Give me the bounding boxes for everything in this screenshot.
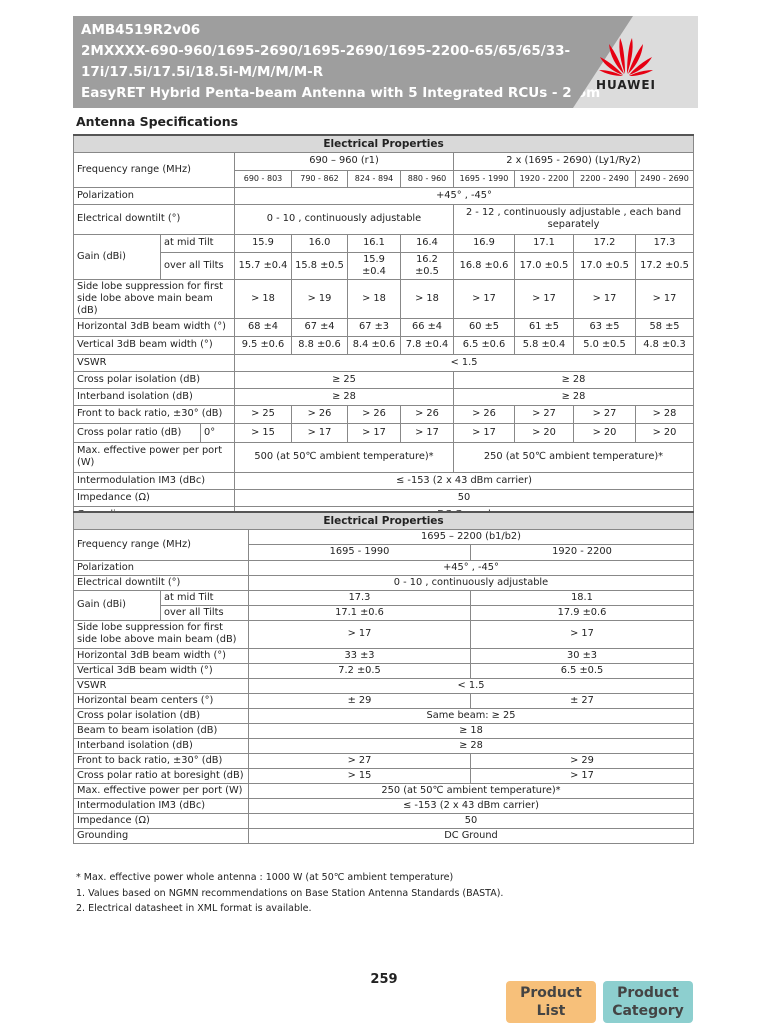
table-cell: 17.1 ±0.6 bbox=[249, 605, 471, 620]
table-cell: > 28 bbox=[636, 405, 694, 423]
header-title-banner bbox=[73, 16, 601, 108]
table-cell: 5.0 ±0.5 bbox=[574, 336, 636, 354]
table-cell: 9.5 ±0.6 bbox=[235, 336, 292, 354]
model-name-line-2: 17i/17.5i/17.5i/18.5i-M/M/M/M-R bbox=[81, 64, 324, 80]
band-group-header: 1695 – 2200 (b1/b2) bbox=[249, 529, 694, 544]
table-cell: > 26 bbox=[292, 405, 348, 423]
table-cell: > 25 bbox=[235, 405, 292, 423]
footnote-power: * Max. effective power whole antenna : 1000 W (at 50℃ ambient temperature) bbox=[76, 872, 454, 883]
row-label: Impedance (Ω) bbox=[74, 813, 249, 828]
table-cell: 6.5 ±0.5 bbox=[471, 663, 694, 678]
table-cell: > 15 bbox=[249, 768, 471, 783]
table-cell: 8.8 ±0.6 bbox=[292, 336, 348, 354]
table-title: Electrical Properties bbox=[74, 512, 694, 529]
table-cell: 63 ±5 bbox=[574, 318, 636, 336]
row-label: Polarization bbox=[74, 560, 249, 575]
table-cell: 67 ±4 bbox=[292, 318, 348, 336]
subband-header: 1695 - 1990 bbox=[249, 544, 471, 560]
table-cell: > 17 bbox=[401, 423, 454, 442]
row-label: Horizontal 3dB beam width (°) bbox=[74, 318, 235, 336]
table-cell: > 27 bbox=[574, 405, 636, 423]
table-cell: > 27 bbox=[515, 405, 574, 423]
table-cell: 17.1 bbox=[515, 234, 574, 252]
row-label: VSWR bbox=[74, 354, 235, 371]
table-cell: > 15 bbox=[235, 423, 292, 442]
table-cell: ≥ 28 bbox=[454, 371, 694, 388]
row-sublabel: over all Tilts bbox=[161, 605, 249, 620]
table-cell: +45° , -45° bbox=[235, 187, 694, 204]
table-cell: ± 29 bbox=[249, 693, 471, 708]
product-list-label-line-1: Product bbox=[520, 985, 582, 1001]
table-cell: 17.3 bbox=[636, 234, 694, 252]
table-cell: 16.9 bbox=[454, 234, 515, 252]
table-cell: 15.7 ±0.4 bbox=[235, 252, 292, 279]
row-label: Max. effective power per port (W) bbox=[74, 783, 249, 798]
table-cell: > 26 bbox=[348, 405, 401, 423]
table-cell: ≥ 28 bbox=[249, 738, 694, 753]
table-cell: 8.4 ±0.6 bbox=[348, 336, 401, 354]
row-label: Side lobe suppression for first side lobe above main beam (dB) bbox=[74, 620, 249, 648]
page-number: 259 bbox=[370, 972, 398, 987]
huawei-logo bbox=[594, 28, 658, 100]
table-cell: > 26 bbox=[401, 405, 454, 423]
product-category-label-line-1: Product bbox=[617, 985, 679, 1001]
row-sublabel: at mid Tilt bbox=[161, 234, 235, 252]
table-cell: > 27 bbox=[249, 753, 471, 768]
row-label: Impedance (Ω) bbox=[74, 489, 235, 506]
table-cell: > 17 bbox=[515, 279, 574, 318]
row-label: Cross polar isolation (dB) bbox=[74, 708, 249, 723]
table-cell: 250 (at 50℃ ambient temperature)* bbox=[249, 783, 694, 798]
table-cell: 17.3 bbox=[249, 590, 471, 605]
row-label: Beam to beam isolation (dB) bbox=[74, 723, 249, 738]
electrical-properties-table-2 bbox=[73, 511, 694, 844]
table-cell: 17.2 bbox=[574, 234, 636, 252]
row-label: Interband isolation (dB) bbox=[74, 738, 249, 753]
table-cell: > 17 bbox=[454, 423, 515, 442]
row-label: Electrical downtilt (°) bbox=[74, 204, 235, 234]
table-cell: 50 bbox=[249, 813, 694, 828]
table-cell: 7.2 ±0.5 bbox=[249, 663, 471, 678]
table-cell: 61 ±5 bbox=[515, 318, 574, 336]
table-cell: > 17 bbox=[348, 423, 401, 442]
table-cell: > 17 bbox=[454, 279, 515, 318]
table-cell: > 29 bbox=[471, 753, 694, 768]
table-cell: 66 ±4 bbox=[401, 318, 454, 336]
table-cell: > 20 bbox=[574, 423, 636, 442]
row-label: Frequency range (MHz) bbox=[74, 152, 235, 187]
row-label: Front to back ratio, ±30° (dB) bbox=[74, 405, 235, 423]
table-cell: > 17 bbox=[574, 279, 636, 318]
table-cell: ≥ 28 bbox=[454, 388, 694, 405]
product-category-button[interactable] bbox=[603, 981, 693, 1023]
table-cell: 2 - 12 , continuously adjustable , each band separately bbox=[454, 204, 694, 234]
table-cell: 250 (at 50℃ ambient temperature)* bbox=[454, 442, 694, 472]
table-cell: 6.5 ±0.6 bbox=[454, 336, 515, 354]
row-label: Horizontal beam centers (°) bbox=[74, 693, 249, 708]
row-sublabel: at mid Tilt bbox=[161, 590, 249, 605]
table-cell: 15.8 ±0.5 bbox=[292, 252, 348, 279]
table-cell: Same beam: ≥ 25 bbox=[249, 708, 694, 723]
table-cell: 16.4 bbox=[401, 234, 454, 252]
row-label: Interband isolation (dB) bbox=[74, 388, 235, 405]
row-label: Vertical 3dB beam width (°) bbox=[74, 336, 235, 354]
band-group-header: 2 x (1695 - 2690) (Ly1/Ry2) bbox=[454, 152, 694, 170]
table-title: Electrical Properties bbox=[74, 135, 694, 152]
table-cell: DC Ground bbox=[249, 828, 694, 843]
table-cell: < 1.5 bbox=[235, 354, 694, 371]
row-label: Cross polar isolation (dB) bbox=[74, 371, 235, 388]
huawei-petals-icon bbox=[594, 28, 658, 76]
row-label: Gain (dBi) bbox=[74, 234, 161, 279]
table-cell: 67 ±3 bbox=[348, 318, 401, 336]
footnotes bbox=[76, 870, 503, 917]
table-cell: 15.9 bbox=[235, 234, 292, 252]
logo-wordmark: HUAWEI bbox=[595, 78, 657, 92]
table-cell: 33 ±3 bbox=[249, 648, 471, 663]
table-cell: 5.8 ±0.4 bbox=[515, 336, 574, 354]
table-cell: 500 (at 50℃ ambient temperature)* bbox=[235, 442, 454, 472]
table-cell: ± 27 bbox=[471, 693, 694, 708]
row-label: Side lobe suppression for first side lobe above main beam (dB) bbox=[74, 279, 235, 318]
subband-header: 1695 - 1990 bbox=[454, 170, 515, 187]
table-cell: 17.0 ±0.5 bbox=[515, 252, 574, 279]
table-cell: 0 - 10 , continuously adjustable bbox=[235, 204, 454, 234]
table-cell: > 18 bbox=[235, 279, 292, 318]
table-cell: 17.2 ±0.5 bbox=[636, 252, 694, 279]
subband-header: 880 - 960 bbox=[401, 170, 454, 187]
table-cell: 16.1 bbox=[348, 234, 401, 252]
table-cell: 16.8 ±0.6 bbox=[454, 252, 515, 279]
row-label: Electrical downtilt (°) bbox=[74, 575, 249, 590]
table-cell: 16.2 ±0.5 bbox=[401, 252, 454, 279]
row-label: Intermodulation IM3 (dBc) bbox=[74, 798, 249, 813]
table-cell: > 26 bbox=[454, 405, 515, 423]
footnote-xml: 2. Electrical datasheet in XML format is available. bbox=[76, 903, 312, 914]
subband-header: 2490 - 2690 bbox=[636, 170, 694, 187]
electrical-properties-table-1 bbox=[73, 134, 694, 524]
product-category-label-line-2: Category bbox=[612, 1003, 684, 1019]
table-cell: ≥ 25 bbox=[235, 371, 454, 388]
table-cell: 15.9 ±0.4 bbox=[348, 252, 401, 279]
table-cell: 4.8 ±0.3 bbox=[636, 336, 694, 354]
table-cell: > 18 bbox=[348, 279, 401, 318]
table-cell: > 20 bbox=[636, 423, 694, 442]
table-cell: 7.8 ±0.4 bbox=[401, 336, 454, 354]
table-cell: +45° , -45° bbox=[249, 560, 694, 575]
table-cell: 17.9 ±0.6 bbox=[471, 605, 694, 620]
row-label-split bbox=[74, 423, 235, 442]
model-code: AMB4519R2v06 bbox=[81, 22, 201, 38]
row-label: Frequency range (MHz) bbox=[74, 529, 249, 560]
table-cell: ≥ 18 bbox=[249, 723, 694, 738]
row-label: Cross polar ratio at boresight (dB) bbox=[74, 768, 249, 783]
table-cell: 68 ±4 bbox=[235, 318, 292, 336]
row-label: VSWR bbox=[74, 678, 249, 693]
table-cell: > 17 bbox=[292, 423, 348, 442]
row-label: Gain (dBi) bbox=[74, 590, 161, 620]
table-cell: 60 ±5 bbox=[454, 318, 515, 336]
table-cell: ≤ -153 (2 x 43 dBm carrier) bbox=[249, 798, 694, 813]
table-cell: > 20 bbox=[515, 423, 574, 442]
subband-header: 824 - 894 bbox=[348, 170, 401, 187]
table-cell: ≥ 28 bbox=[235, 388, 454, 405]
table-cell: > 18 bbox=[401, 279, 454, 318]
footnote-basta: 1. Values based on NGMN recommendations on Base Station Antenna Standards (BASTA). bbox=[76, 887, 504, 899]
table-cell: > 17 bbox=[471, 768, 694, 783]
table-cell: 17.0 ±0.5 bbox=[574, 252, 636, 279]
row-label: Grounding bbox=[74, 828, 249, 843]
subband-header: 1920 - 2200 bbox=[471, 544, 694, 560]
table-cell: > 19 bbox=[292, 279, 348, 318]
table-cell: 50 bbox=[235, 489, 694, 506]
row-label: Cross polar ratio (dB) bbox=[74, 424, 201, 442]
section-title: Antenna Specifications bbox=[76, 114, 239, 129]
model-name-line-1: 2MXXXX-690-960/1695-2690/1695-2690/1695-2200-65/65/65/33- bbox=[81, 43, 571, 59]
table-cell: 30 ±3 bbox=[471, 648, 694, 663]
row-sublabel: over all Tilts bbox=[161, 252, 235, 279]
row-label: Front to back ratio, ±30° (dB) bbox=[74, 753, 249, 768]
row-label: Intermodulation IM3 (dBc) bbox=[74, 472, 235, 489]
row-label: Horizontal 3dB beam width (°) bbox=[74, 648, 249, 663]
table-cell: < 1.5 bbox=[249, 678, 694, 693]
product-list-button[interactable] bbox=[506, 981, 596, 1023]
subband-header: 690 - 803 bbox=[235, 170, 292, 187]
product-description: EasyRET Hybrid Penta-beam Antenna with 5 Integrated RCUs - 2.6m bbox=[81, 85, 601, 101]
table-cell: 58 ±5 bbox=[636, 318, 694, 336]
table-cell: ≤ -153 (2 x 43 dBm carrier) bbox=[235, 472, 694, 489]
table-cell: 18.1 bbox=[471, 590, 694, 605]
subband-header: 1920 - 2200 bbox=[515, 170, 574, 187]
table-cell: > 17 bbox=[636, 279, 694, 318]
table-cell: > 17 bbox=[249, 620, 471, 648]
row-label: Max. effective power per port (W) bbox=[74, 442, 235, 472]
row-sublabel: 0° bbox=[204, 426, 216, 438]
product-list-label-line-2: List bbox=[536, 1003, 566, 1019]
row-label: Vertical 3dB beam width (°) bbox=[74, 663, 249, 678]
subband-header: 790 - 862 bbox=[292, 170, 348, 187]
table-cell: 16.0 bbox=[292, 234, 348, 252]
table-cell: > 17 bbox=[471, 620, 694, 648]
subband-header: 2200 - 2490 bbox=[574, 170, 636, 187]
band-group-header: 690 – 960 (r1) bbox=[235, 152, 454, 170]
table-cell: 0 - 10 , continuously adjustable bbox=[249, 575, 694, 590]
row-label: Polarization bbox=[74, 187, 235, 204]
